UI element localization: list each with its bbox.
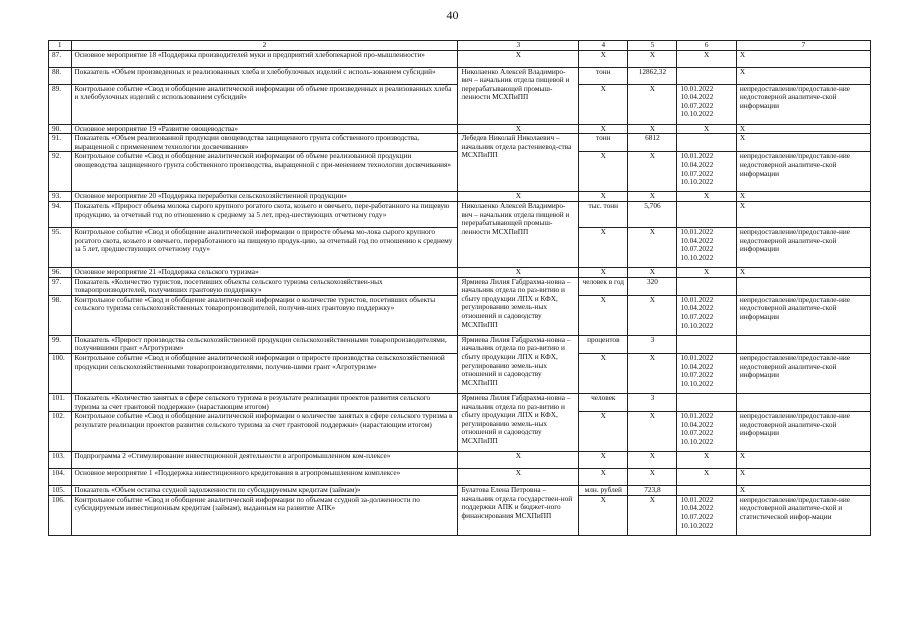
x-mark: X (677, 469, 736, 486)
date: 10.01.2022 (680, 84, 714, 93)
table-row (49, 452, 871, 469)
x-mark: X (579, 469, 628, 486)
x-mark: X (736, 486, 870, 496)
x-mark: X (628, 353, 677, 393)
unit-cell: человек (579, 393, 628, 411)
x-mark: X (677, 267, 736, 277)
x-mark: X (628, 192, 677, 202)
x-mark: X (736, 452, 870, 469)
responsible-cell: Николаенко Алексей Владимиро-вич – начальник отдела пищевой и перерабатывающей промыш-ленности МСХПиПП (458, 201, 579, 267)
date: 10.07.2022 (680, 244, 714, 254)
row-number: 90. (49, 124, 72, 134)
responsible-cell: Ярмиева Лилия Габдрахма-новна – начальник отдела по раз-витию и сбыту продукции ЛПХ и КФХ, регулированию земель-ных отношений и садоводству МСХПиПП (458, 393, 579, 451)
date: 10.04.2022 (680, 361, 714, 371)
date: 10.01.2022 (680, 227, 714, 236)
row-text: Показатель «Количество туристов, посетивших объекты сельского туризма сельскохозяйствен-ных товаропроизводителей, получивших грантовую поддержку» (71, 277, 458, 295)
header-cell: 3 (458, 41, 579, 51)
table-row (49, 67, 871, 84)
table-row (49, 277, 871, 295)
row-number: 101. (49, 393, 72, 411)
dates-cell (677, 152, 736, 192)
row-text: Показатель «Объем реализованной продукции овощеводства защищенного грунта собственного производства, выращенной с применением технологии досвечивания» (71, 134, 458, 152)
row-text: Контрольное событие «Свод и обобщение аналитической информации об объеме реализованной продукции овощеводства защищенного грунта собственного производства, выращенной с при-менением технологии досвечивания» (71, 152, 458, 192)
x-mark: X (579, 412, 628, 452)
empty-cell (677, 277, 736, 295)
row-text: Показатель «Количество занятых в сфере сельского туризма в результате реализации проектов развития сельского туризма за счет грантовой поддержки» (нарастающим итогом) (71, 393, 458, 411)
empty-cell (677, 201, 736, 227)
date: 10.07.2022 (680, 100, 714, 110)
responsible-cell: Ярмиева Лилия Габдрахма-новна – начальник отдела по раз-витию и сбыту продукции ЛПХ и КФХ, регулированию земель-ных отношений и садоводству МСХПиПП (458, 277, 579, 335)
row-number: 93. (49, 192, 72, 202)
row-number: 105. (49, 486, 72, 496)
responsible-cell: Лебедев Николай Николаевич – начальник отдела растениевод-ства МСХПиПП (458, 134, 579, 192)
date: 10.04.2022 (680, 419, 714, 429)
empty-cell (677, 486, 736, 496)
x-mark: X (579, 124, 628, 134)
unit-cell: тонн (579, 67, 628, 84)
table-row (49, 486, 871, 496)
row-text: Показатель «Объем остатка ссудной задолженности по субсидируемым кредитам (займам)» (71, 486, 458, 496)
row-number: 100. (49, 353, 72, 393)
dates-cell (677, 495, 736, 535)
value-cell: 723,8 (628, 486, 677, 496)
row-number: 88. (49, 67, 72, 84)
date: 10.10.2022 (680, 177, 714, 187)
row-number: 87. (49, 50, 72, 67)
x-mark: X (628, 412, 677, 452)
date: 10.10.2022 (680, 109, 714, 119)
responsible-cell: Булатова Елена Петровна – начальник отдела государствен-ной поддержки АПК и бюджет-ного финансирования МСХПиПП (458, 486, 579, 536)
x-mark: X (736, 134, 870, 152)
unit-cell: процентов (579, 335, 628, 353)
date: 10.04.2022 (680, 235, 714, 245)
x-mark: X (579, 227, 628, 267)
row-number: 102. (49, 412, 72, 452)
x-mark: X (677, 192, 736, 202)
row-number: 96. (49, 267, 72, 277)
unit-cell: человек в год (579, 277, 628, 295)
x-mark: X (628, 295, 677, 335)
status-cell: непредоставление/предоставле-ние недостоверной аналитиче-ской информации (736, 227, 870, 267)
row-number: 106. (49, 495, 72, 535)
table-row (49, 134, 871, 152)
date: 10.10.2022 (680, 378, 714, 388)
date: 10.01.2022 (680, 353, 714, 362)
dates-cell (677, 84, 736, 124)
empty-cell (736, 335, 870, 353)
date: 10.10.2022 (680, 252, 714, 262)
unit-cell: млн. рублей (579, 486, 628, 496)
row-number: 97. (49, 277, 72, 295)
header-cell: 2 (71, 41, 458, 51)
value-cell: 3 (628, 393, 677, 411)
row-text: Основное мероприятие 1 «Поддержка инвестиционного кредитования в агропромышленном комплексе» (71, 469, 458, 486)
table-row (49, 267, 871, 277)
x-mark: X (458, 50, 579, 67)
date: 10.01.2022 (680, 295, 714, 304)
row-text: Показатель «Объем произведенных и реализованных хлеба и хлебобулочных изделий с исполь-зованием субсидий» (71, 67, 458, 84)
row-number: 89. (49, 84, 72, 124)
date: 10.04.2022 (680, 159, 714, 169)
row-number: 98. (49, 295, 72, 335)
x-mark: X (628, 452, 677, 469)
empty-cell (677, 67, 736, 84)
date: 10.01.2022 (680, 151, 714, 161)
x-mark: X (628, 84, 677, 124)
monitoring-table (48, 40, 871, 536)
x-mark: X (736, 469, 870, 486)
x-mark: X (579, 84, 628, 124)
table-row (49, 393, 871, 411)
date: 10.04.2022 (680, 503, 714, 513)
row-number: 99. (49, 335, 72, 353)
x-mark: X (628, 267, 677, 277)
x-mark: X (458, 267, 579, 277)
header-cell: 1 (49, 41, 72, 51)
row-text: Контрольное событие «Свод и обобщение аналитической информации о приросте производства сельскохозяйственной продукции сельскохозяйственными товаропроизводителями, получив-шими грант «Агротуризм» (71, 353, 458, 393)
date: 10.07.2022 (680, 370, 714, 380)
unit-cell: тонн (579, 134, 628, 152)
responsible-cell: Николаенко Алексей Владимиро-вич – начальник отдела пищевой и перерабатывающей промыш-ленности МСХПиПП (458, 67, 579, 124)
x-mark: X (579, 152, 628, 192)
value-cell: 12862,32 (628, 67, 677, 84)
table-row (49, 201, 871, 227)
row-text: Основное мероприятие 19 «Развитие овощеводства» (71, 124, 458, 134)
x-mark: X (677, 452, 736, 469)
row-text: Подпрограмма 2 «Стимулирование инвестиционной деятельности в агропромышленном ком-плексе» (71, 452, 458, 469)
page-number: 40 (446, 8, 459, 22)
dates-cell (677, 295, 736, 335)
x-mark: X (736, 267, 870, 277)
header-cell: 7 (736, 41, 870, 51)
table-row (49, 124, 871, 134)
x-mark: X (579, 267, 628, 277)
date: 10.10.2022 (680, 436, 714, 446)
x-mark: X (458, 192, 579, 202)
status-cell: непредоставление/предоставле-ние недостоверной аналитиче-ской информации (736, 295, 870, 335)
header-cell: 6 (677, 41, 736, 51)
value-cell: 3 (628, 335, 677, 353)
x-mark: X (579, 192, 628, 202)
row-text: Показатель «Прирост объема молока сырого крупного рогатого скота, козьего и овечьего, пере-работанного на пищевую продукцию, за отчетный год по отношению к среднему за 5 лет, пред-шествующих отчетному году» (71, 201, 458, 227)
table-header-row (49, 41, 871, 51)
x-mark: X (736, 67, 870, 84)
x-mark: X (628, 152, 677, 192)
x-mark: X (677, 50, 736, 67)
x-mark: X (736, 192, 870, 202)
empty-cell (677, 335, 736, 353)
date: 10.04.2022 (680, 92, 714, 102)
x-mark: X (458, 452, 579, 469)
x-mark: X (628, 469, 677, 486)
value-cell: 5,706 (628, 201, 677, 227)
x-mark: X (628, 227, 677, 267)
value-cell: 6812 (628, 134, 677, 152)
table-row (49, 335, 871, 353)
unit-cell: тыс. тонн (579, 201, 628, 227)
date: 10.07.2022 (680, 168, 714, 178)
empty-cell (736, 393, 870, 411)
row-text: Основное мероприятие 20 «Поддержка переработки сельскохозяйственной продукции» (71, 192, 458, 202)
x-mark: X (579, 295, 628, 335)
status-cell: непредоставление/предоставле-ние недостоверной аналитиче-ской информации (736, 152, 870, 192)
row-number: 92. (49, 152, 72, 192)
row-number: 94. (49, 201, 72, 227)
row-text: Контрольное событие «Свод и обобщение аналитической информации о количестве занятых в сфере сельского туризма в результате реализации проектов развития сельского туризма за счет грантовой поддержки» (нарастающим итогом) (71, 412, 458, 452)
empty-cell (677, 393, 736, 411)
row-text: Контрольное событие «Свод и обобщение аналитической информации о приросте объема мо-лока сырого крупного рогатого скота, козьего и овечьего, переработанного на пищевую продук-цию, за отчетный год по отношению к среднему за 5 лет, предшествующих отчетному году» (71, 227, 458, 267)
status-cell: непредоставление/предоставле-ние недостоверной аналитиче-ской информации (736, 412, 870, 452)
date: 10.04.2022 (680, 303, 714, 313)
date: 10.10.2022 (680, 320, 714, 330)
status-cell: непредоставление/предоставле-ние недостоверной аналитиче-ской и статистической инфор-мации (736, 495, 870, 535)
x-mark: X (736, 201, 870, 227)
date: 10.10.2022 (680, 520, 714, 530)
row-text: Контрольное событие «Свод и обобщение аналитической информации об объеме произведенных и реализованных хлеба и хлебобулочных изделий с использованием субсидий» (71, 84, 458, 124)
date: 10.01.2022 (680, 495, 714, 504)
dates-cell (677, 353, 736, 393)
x-mark: X (736, 124, 870, 134)
dates-cell (677, 227, 736, 267)
value-cell: 320 (628, 277, 677, 295)
x-mark: X (628, 124, 677, 134)
row-text: Контрольное событие «Свод и обобщение аналитической информации о количестве туристов, посетивших объекты сельского туризма сельскохозяйственных товаропроизводителей, получив-ших грантовую поддержку» (71, 295, 458, 335)
x-mark: X (628, 495, 677, 535)
x-mark: X (579, 353, 628, 393)
date: 10.07.2022 (680, 428, 714, 438)
dates-cell (677, 412, 736, 452)
empty-cell (677, 134, 736, 152)
table-row (49, 192, 871, 202)
x-mark: X (579, 50, 628, 67)
x-mark: X (579, 495, 628, 535)
table-row (49, 50, 871, 67)
x-mark: X (579, 452, 628, 469)
header-cell: 5 (628, 41, 677, 51)
empty-cell (736, 277, 870, 295)
row-number: 104. (49, 469, 72, 486)
x-mark: X (677, 124, 736, 134)
x-mark: X (458, 469, 579, 486)
x-mark: X (736, 50, 870, 67)
x-mark: X (458, 124, 579, 134)
responsible-cell: Ярмиева Лилия Габдрахма-новна – начальник отдела по раз-витию и сбыту продукции ЛПХ и КФХ, регулированию земель-ных отношений и садоводству МСХПиПП (458, 335, 579, 393)
row-text: Основное мероприятие 18 «Поддержка производителей муки и предприятий хлебопекарной про-мышленности» (71, 50, 458, 67)
row-number: 103. (49, 452, 72, 469)
x-mark: X (628, 50, 677, 67)
row-number: 91. (49, 134, 72, 152)
row-text: Показатель «Прирост производства сельскохозяйственной продукции сельскохозяйственными товаропроизводителями, получившими грант «Агротуризм» (71, 335, 458, 353)
row-number: 95. (49, 227, 72, 267)
row-text: Контрольное событие «Свод и обобщение аналитической информации по объемам ссудной за-долженности по субсидируемым инвестиционным кредитам (займам), выданным на развитие АПК» (71, 495, 458, 535)
date: 10.01.2022 (680, 411, 714, 421)
status-cell: непредоставление/предоставле-ние недостоверной аналитиче-ской информации (736, 353, 870, 393)
table-row (49, 469, 871, 486)
row-text: Основное мероприятие 21 «Поддержка сельского туризма» (71, 267, 458, 277)
date: 10.07.2022 (680, 311, 714, 321)
date: 10.07.2022 (680, 511, 714, 521)
status-cell: непредоставление/предоставле-ние недостоверной аналитиче-ской информации (736, 84, 870, 124)
header-cell: 4 (579, 41, 628, 51)
